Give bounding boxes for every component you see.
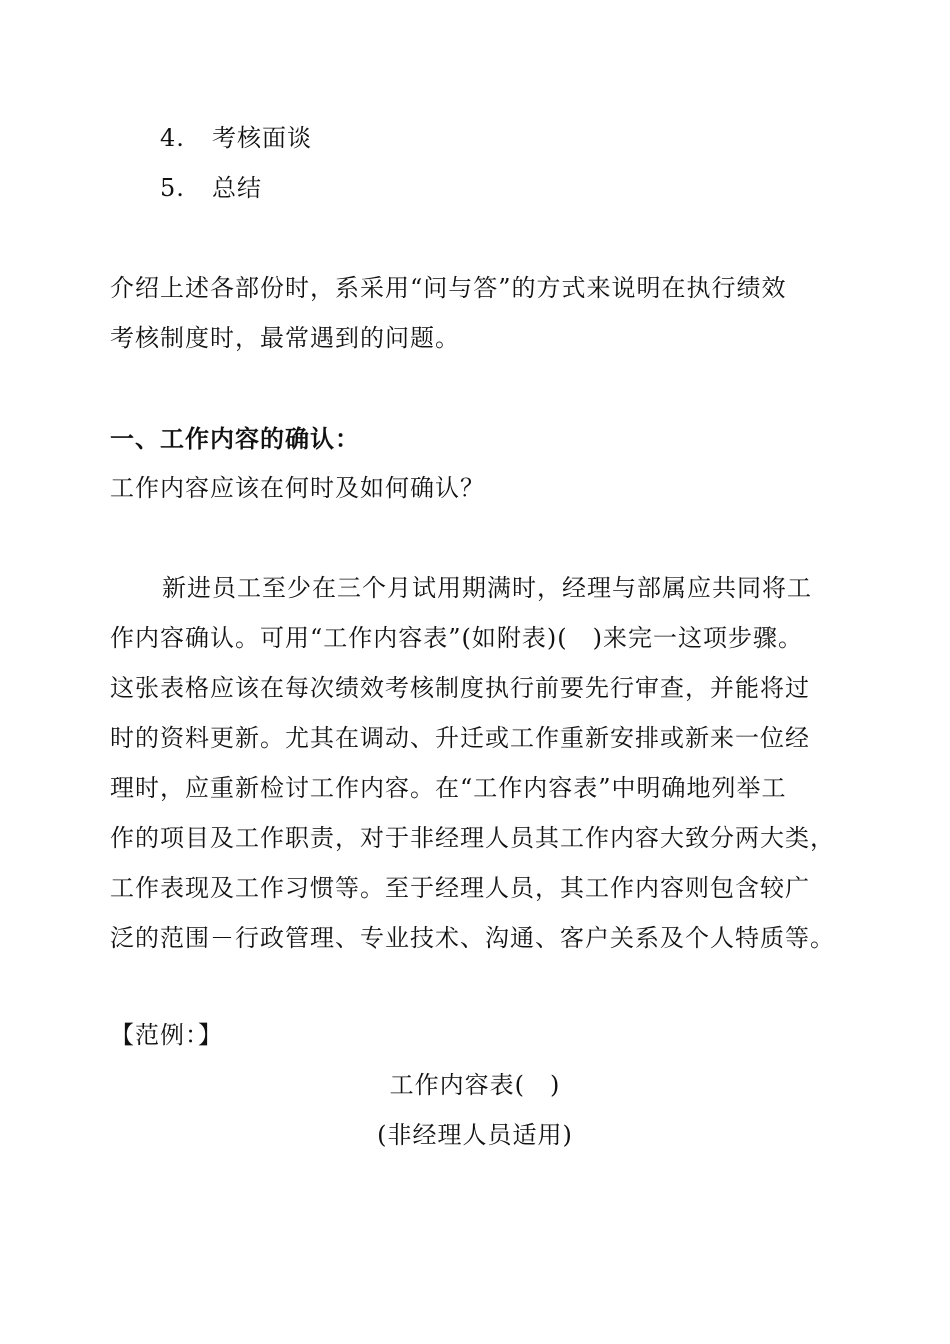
paragraph-line: 理时，应重新检讨工作内容。在“工作内容表”中明确地列举工 — [110, 774, 787, 802]
section-question: 工作内容应该在何时及如何确认？ — [110, 474, 485, 502]
intro-line: 介绍上述各部份时，系采用“问与答”的方式来说明在执行绩效 — [110, 274, 787, 302]
list-text: 总结 — [212, 174, 262, 202]
list-item — [160, 122, 312, 154]
table-subtitle: (非经理人员适用) — [377, 1121, 573, 1149]
paragraph-line: 作内容确认。可用“工作内容表”(如附表)( )来完一这项步骤。 — [110, 624, 803, 652]
paragraph-line: 这张表格应该在每次绩效考核制度执行前要先行审查，并能将过 — [110, 674, 810, 702]
intro-line: 考核制度时，最常遇到的问题。 — [110, 324, 460, 352]
paragraph-line: 新进员工至少在三个月试用期满时，经理与部属应共同将工 — [162, 574, 812, 602]
paragraph-line: 作的项目及工作职责，对于非经理人员其工作内容大致分两大类， — [110, 824, 835, 852]
paragraph-line: 时的资料更新。尤其在调动、升迁或工作重新安排或新来一位经 — [110, 724, 810, 752]
list-item — [160, 172, 262, 204]
list-number: 4. — [160, 124, 185, 152]
paragraph-line: 泛的范围－行政管理、专业技术、沟通、客户关系及个人特质等。 — [110, 924, 835, 952]
table-title: 工作内容表( ) — [389, 1071, 561, 1099]
example-label: 【范例：】 — [110, 1021, 223, 1049]
section-heading: 一、工作内容的确认： — [110, 425, 360, 453]
paragraph-line: 工作表现及工作习惯等。至于经理人员，其工作内容则包含较广 — [110, 874, 810, 902]
list-text: 考核面谈 — [212, 124, 312, 152]
list-number: 5. — [160, 174, 185, 202]
